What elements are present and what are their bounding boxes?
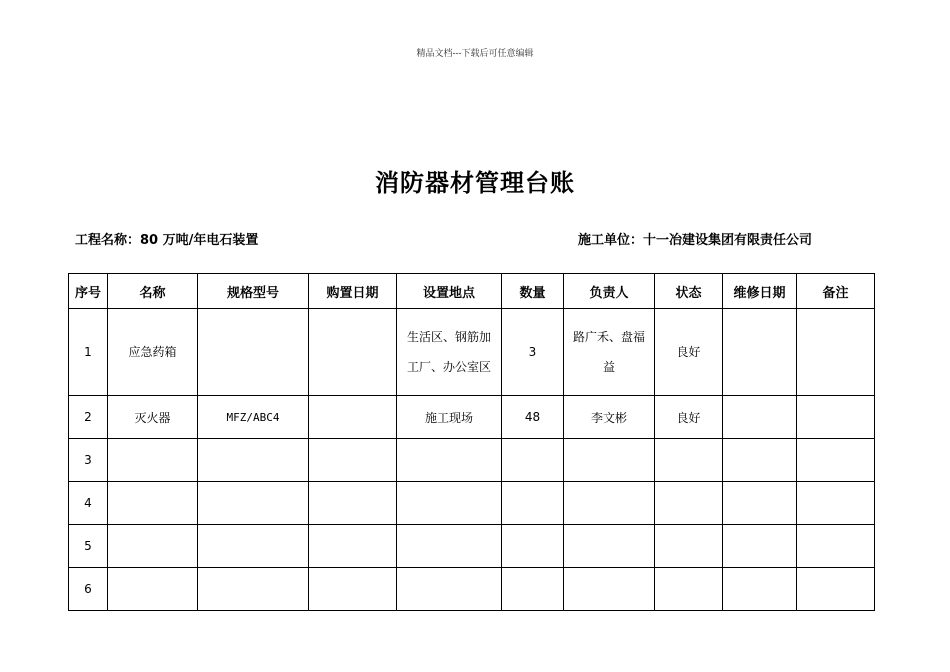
cell-no: 5 (69, 525, 108, 568)
cell-no: 6 (69, 568, 108, 611)
header-status: 状态 (655, 274, 723, 309)
cell-status (655, 568, 723, 611)
header-remarks: 备注 (797, 274, 875, 309)
cell-model (198, 482, 309, 525)
cell-person (564, 568, 655, 611)
cell-person-text: 路广禾、盘福益 (573, 330, 646, 374)
cell-purchase-date (309, 309, 397, 396)
cell-repair-date (723, 309, 797, 396)
header-no: 序号 (69, 274, 108, 309)
cell-purchase-date (309, 396, 397, 439)
cell-name: 应急药箱 (108, 309, 198, 396)
cell-person (564, 525, 655, 568)
table-row (69, 439, 875, 482)
equipment-ledger-table (68, 273, 875, 611)
cell-quantity (502, 439, 564, 482)
cell-status: 良好 (655, 309, 723, 396)
header-purchase-date: 购置日期 (309, 274, 397, 309)
table-row (69, 568, 875, 611)
cell-repair-date (723, 568, 797, 611)
table-row (69, 396, 875, 439)
cell-purchase-date (309, 482, 397, 525)
header-location: 设置地点 (397, 274, 502, 309)
cell-remarks (797, 525, 875, 568)
cell-name (108, 439, 198, 482)
cell-repair-date (723, 525, 797, 568)
cell-no: 3 (69, 439, 108, 482)
cell-quantity: 48 (502, 396, 564, 439)
header-quantity: 数量 (502, 274, 564, 309)
cell-name (108, 568, 198, 611)
header-person: 负责人 (564, 274, 655, 309)
cell-person (564, 482, 655, 525)
table-row (69, 482, 875, 525)
cell-location (397, 568, 502, 611)
cell-quantity (502, 482, 564, 525)
cell-model (198, 568, 309, 611)
cell-person: 李文彬 (564, 396, 655, 439)
cell-name: 灭火器 (108, 396, 198, 439)
cell-location (397, 439, 502, 482)
cell-status (655, 525, 723, 568)
cell-model (198, 439, 309, 482)
cell-status (655, 482, 723, 525)
cell-remarks (797, 396, 875, 439)
cell-purchase-date (309, 525, 397, 568)
header-name: 名称 (108, 274, 198, 309)
cell-location-text: 生活区、钢筋加工厂、办公室区 (406, 330, 491, 374)
contractor-name: 施工单位：十一冶建设集团有限责任公司 (578, 233, 813, 248)
cell-repair-date (723, 439, 797, 482)
cell-quantity (502, 525, 564, 568)
cell-remarks (797, 482, 875, 525)
cell-location (397, 482, 502, 525)
cell-quantity (502, 568, 564, 611)
cell-no: 4 (69, 482, 108, 525)
cell-quantity: 3 (502, 309, 564, 396)
cell-remarks (797, 439, 875, 482)
cell-remarks (797, 568, 875, 611)
project-name: 工程名称：80 万吨/年电石装置 (75, 233, 259, 248)
cell-status: 良好 (655, 396, 723, 439)
cell-remarks (797, 309, 875, 396)
cell-location (397, 525, 502, 568)
cell-name (108, 482, 198, 525)
table-header-row (69, 274, 875, 309)
cell-purchase-date (309, 439, 397, 482)
cell-model: MFZ/ABC4 (198, 396, 309, 439)
cell-purchase-date (309, 568, 397, 611)
table-row (69, 525, 875, 568)
header-model: 规格型号 (198, 274, 309, 309)
cell-no: 2 (69, 396, 108, 439)
cell-repair-date (723, 482, 797, 525)
cell-model (198, 525, 309, 568)
table-row (69, 309, 875, 396)
cell-name (108, 525, 198, 568)
cell-status (655, 439, 723, 482)
cell-location (397, 309, 502, 396)
cell-location: 施工现场 (397, 396, 502, 439)
watermark: 精品文档---下载后可任意编辑 (416, 49, 534, 59)
cell-repair-date (723, 396, 797, 439)
header-repair-date: 维修日期 (723, 274, 797, 309)
cell-model (198, 309, 309, 396)
cell-person (564, 309, 655, 396)
cell-person (564, 439, 655, 482)
cell-no: 1 (69, 309, 108, 396)
page-title: 消防器材管理台账 (375, 169, 575, 197)
